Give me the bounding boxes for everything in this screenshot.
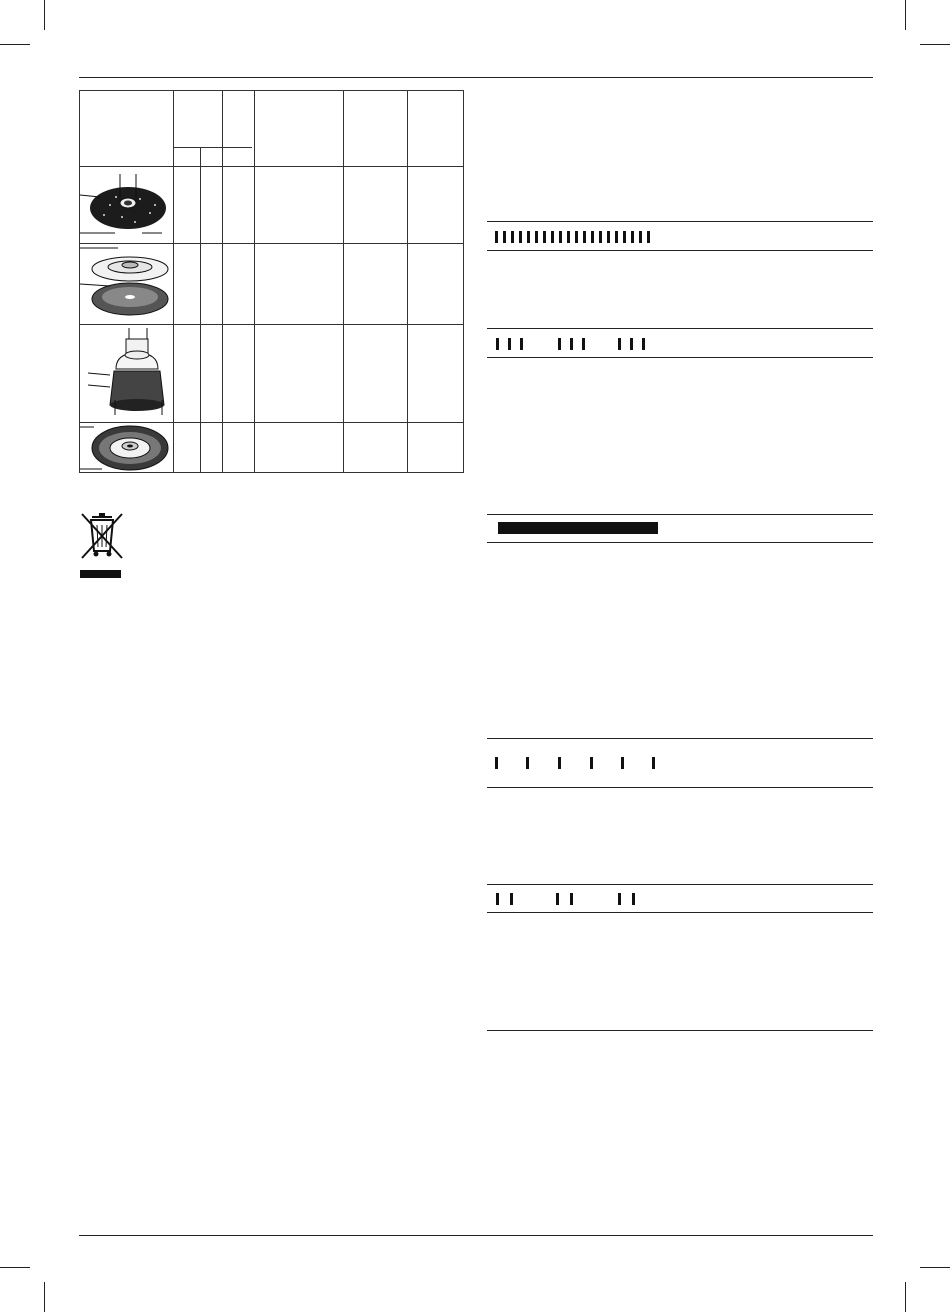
section-rule (487, 1030, 873, 1031)
section-rule (487, 738, 873, 739)
flap-disc-backing-icon (80, 244, 174, 324)
accessory-table (79, 90, 464, 473)
footer-rule (79, 1235, 873, 1236)
section-3-marker (498, 522, 658, 534)
section-rule (487, 912, 873, 913)
crop-mark (920, 44, 950, 45)
crop-mark (905, 0, 906, 30)
section-rule (487, 357, 873, 358)
header-rule (79, 77, 873, 78)
section-4-marker (495, 756, 665, 768)
wheel-wire-brush-icon (80, 423, 174, 473)
section-2-marker (496, 337, 656, 349)
crop-mark (0, 1267, 30, 1268)
crop-mark (905, 1282, 906, 1312)
sanding-disc-icon (80, 167, 174, 243)
section-1-marker (495, 230, 665, 242)
cup-wire-brush-icon (80, 325, 174, 422)
crop-mark (920, 1267, 950, 1268)
section-rule (487, 884, 873, 885)
section-rule (487, 221, 873, 222)
crop-mark (0, 44, 30, 45)
section-rule (487, 250, 873, 251)
weee-marker-bar (80, 570, 121, 578)
crop-mark (44, 1282, 45, 1312)
section-rule (487, 514, 873, 515)
section-5-marker (496, 892, 646, 904)
crossed-out-bin-icon (79, 511, 125, 561)
section-rule (487, 542, 873, 543)
crop-mark (44, 0, 45, 30)
section-rule (487, 787, 873, 788)
section-rule (487, 328, 873, 329)
